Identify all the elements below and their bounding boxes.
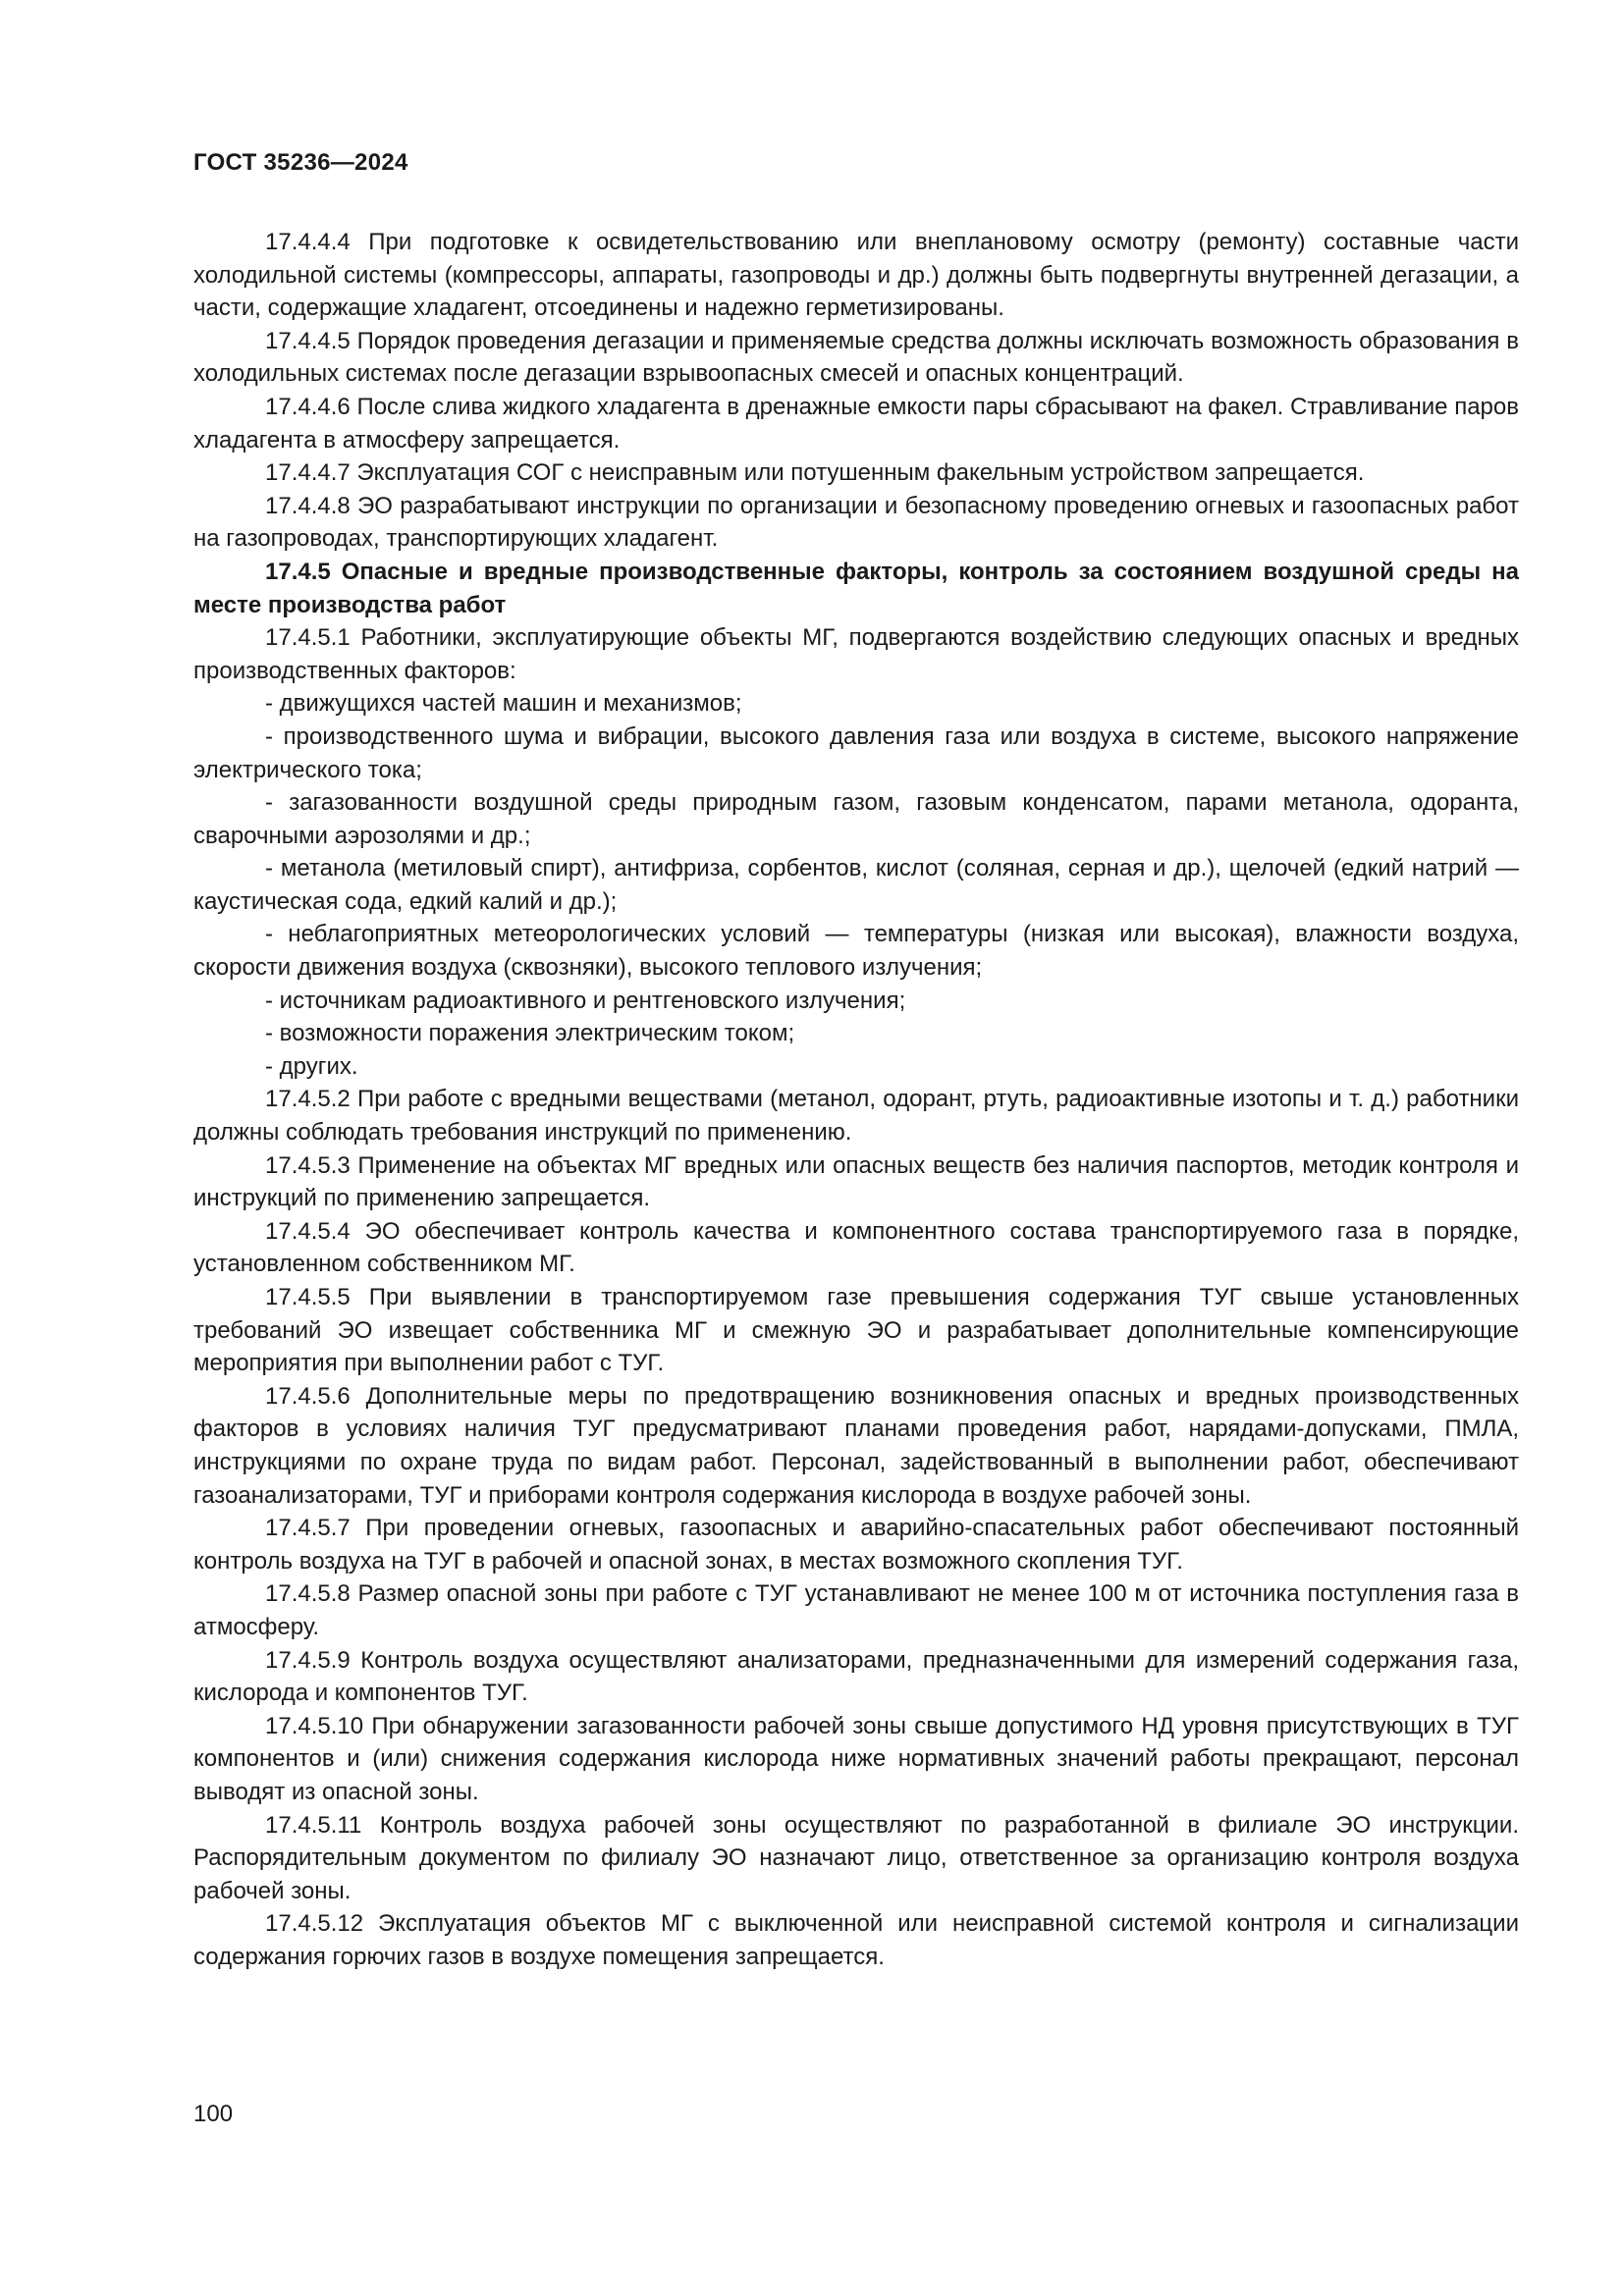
page-number: 100 (193, 2101, 234, 2127)
paragraph-17-4-5-12: 17.4.5.12 Эксплуатация объектов МГ с выключенной или неисправной системой контроля и сигнализации содержания горючих газов в воздухе помещения запрещается. (193, 1910, 1519, 1970)
paragraph-17-4-5-8: 17.4.5.8 Размер опасной зоны при работе с ТУГ устанавливают не менее 100 м от источника поступления газа в атмосферу. (193, 1580, 1519, 1640)
paragraph-17-4-5-11: 17.4.5.11 Контроль воздуха рабочей зоны осуществляют по разработанной в филиале ЭО инструкции. Распорядительным документом по филиалу ЭО назначают лицо, ответственное за организацию контроля воздуха рабочей зоны. (193, 1811, 1519, 1904)
section-heading-17-4-5: 17.4.5 Опасные и вредные производственные факторы, контроль за состоянием воздушной среды на месте производства работ (193, 558, 1519, 618)
paragraph-17-4-5-4: 17.4.5.4 ЭО обеспечивает контроль качества и компонентного состава транспортируемого газа в порядке, установленном собственником МГ. (193, 1217, 1519, 1278)
paragraph-17-4-5-9: 17.4.5.9 Контроль воздуха осуществляют анализаторами, предназначенными для измерений содержания газа, кислорода и компонентов ТУГ. (193, 1646, 1519, 1707)
paragraph-17-4-4-4: 17.4.4.4 При подготовке к освидетельствованию или внеплановому осмотру (ремонту) составные части холодильной системы (компрессоры, аппараты, газопроводы и др.) должны быть подвергнуты внутренней дегазации, а части, содержащие хладагент, отсоединены и надежно герметизированы. (193, 229, 1519, 322)
list-item: - других. (265, 1052, 358, 1080)
list-item: - производственного шума и вибрации, высокого давления газа или воздуха в системе, высокого напряжение электрического тока; (193, 722, 1519, 783)
list-item: - метанола (метиловый спирт), антифриза, сорбентов, кислот (соляная, серная и др.), щелочей (едкий натрий — каустическая сода, едкий калий и др.); (193, 855, 1519, 915)
paragraph-17-4-5-5: 17.4.5.5 При выявлении в транспортируемом газе превышения содержания ТУГ свыше установленных требований ЭО извещает собственника МГ и смежную ЭО и разрабатывает дополнительные компенсирующие мероприятия при выполнении работ с ТУГ. (193, 1284, 1519, 1377)
paragraph-17-4-4-7: 17.4.4.7 Эксплуатация СОГ с неисправным или потушенным факельным устройством запрещается. (265, 459, 1365, 487)
paragraph-17-4-5-6: 17.4.5.6 Дополнительные меры по предотвращению возникновения опасных и вредных производственных факторов в условиях наличия ТУГ предусматривают планами проведения работ, нарядами-допусками, ПМЛА, инструкциями по охране труда по видам работ. Персонал, задействованный в выполнении работ, обеспечивают газоанализаторами, ТУГ и приборами контроля содержания кислорода в воздухе рабочей зоны. (193, 1382, 1519, 1509)
list-item: - движущихся частей машин и механизмов; (265, 690, 742, 718)
document-header: ГОСТ 35236—2024 (193, 149, 408, 176)
paragraph-17-4-5-7: 17.4.5.7 При проведении огневых, газоопасных и аварийно-спасательных работ обеспечивают постоянный контроль воздуха на ТУГ в рабочей и опасной зонах, в местах возможного скопления ТУГ. (193, 1515, 1519, 1575)
list-item: - возможности поражения электрическим током; (265, 1020, 795, 1047)
paragraph-17-4-4-6: 17.4.4.6 После слива жидкого хладагента в дренажные емкости пары сбрасывают на факел. Стравливание паров хладагента в атмосферу запрещается. (193, 393, 1519, 454)
list-item: - источникам радиоактивного и рентгеновского излучения; (265, 987, 906, 1014)
paragraph-17-4-4-8: 17.4.4.8 ЭО разрабатывают инструкции по организации и безопасному проведению огневых и газоопасных работ на газопроводах, транспортирующих хладагент. (193, 492, 1519, 553)
list-item: - загазованности воздушной среды природным газом, газовым конденсатом, парами метанола, одоранта, сварочными аэрозолями и др.; (193, 789, 1519, 849)
paragraph-17-4-5-1: 17.4.5.1 Работники, эксплуатирующие объекты МГ, подвергаются воздействию следующих опасных и вредных производственных факторов: (193, 624, 1519, 684)
paragraph-17-4-4-5: 17.4.4.5 Порядок проведения дегазации и применяемые средства должны исключать возможность образования в холодильных системах после дегазации взрывоопасных смесей и опасных концентраций. (193, 327, 1519, 388)
list-item: - неблагоприятных метеорологических условий — температуры (низкая или высокая), влажности воздуха, скорости движения воздуха (сквозняки), высокого теплового излучения; (193, 921, 1519, 982)
paragraph-17-4-5-10: 17.4.5.10 При обнаружении загазованности рабочей зоны свыше допустимого НД уровня присутствующих в ТУГ компонентов и (или) снижения содержания кислорода ниже нормативных значений работы прекращают, персонал выводят из опасной зоны. (193, 1712, 1519, 1805)
document-body (193, 226, 1519, 1973)
paragraph-17-4-5-3: 17.4.5.3 Применение на объектах МГ вредных или опасных веществ без наличия паспортов, методик контроля и инструкций по применению запрещается. (193, 1151, 1519, 1212)
paragraph-17-4-5-2: 17.4.5.2 При работе с вредными веществами (метанол, одорант, ртуть, радиоактивные изотопы и т. д.) работники должны соблюдать требования инструкций по применению. (193, 1086, 1519, 1147)
